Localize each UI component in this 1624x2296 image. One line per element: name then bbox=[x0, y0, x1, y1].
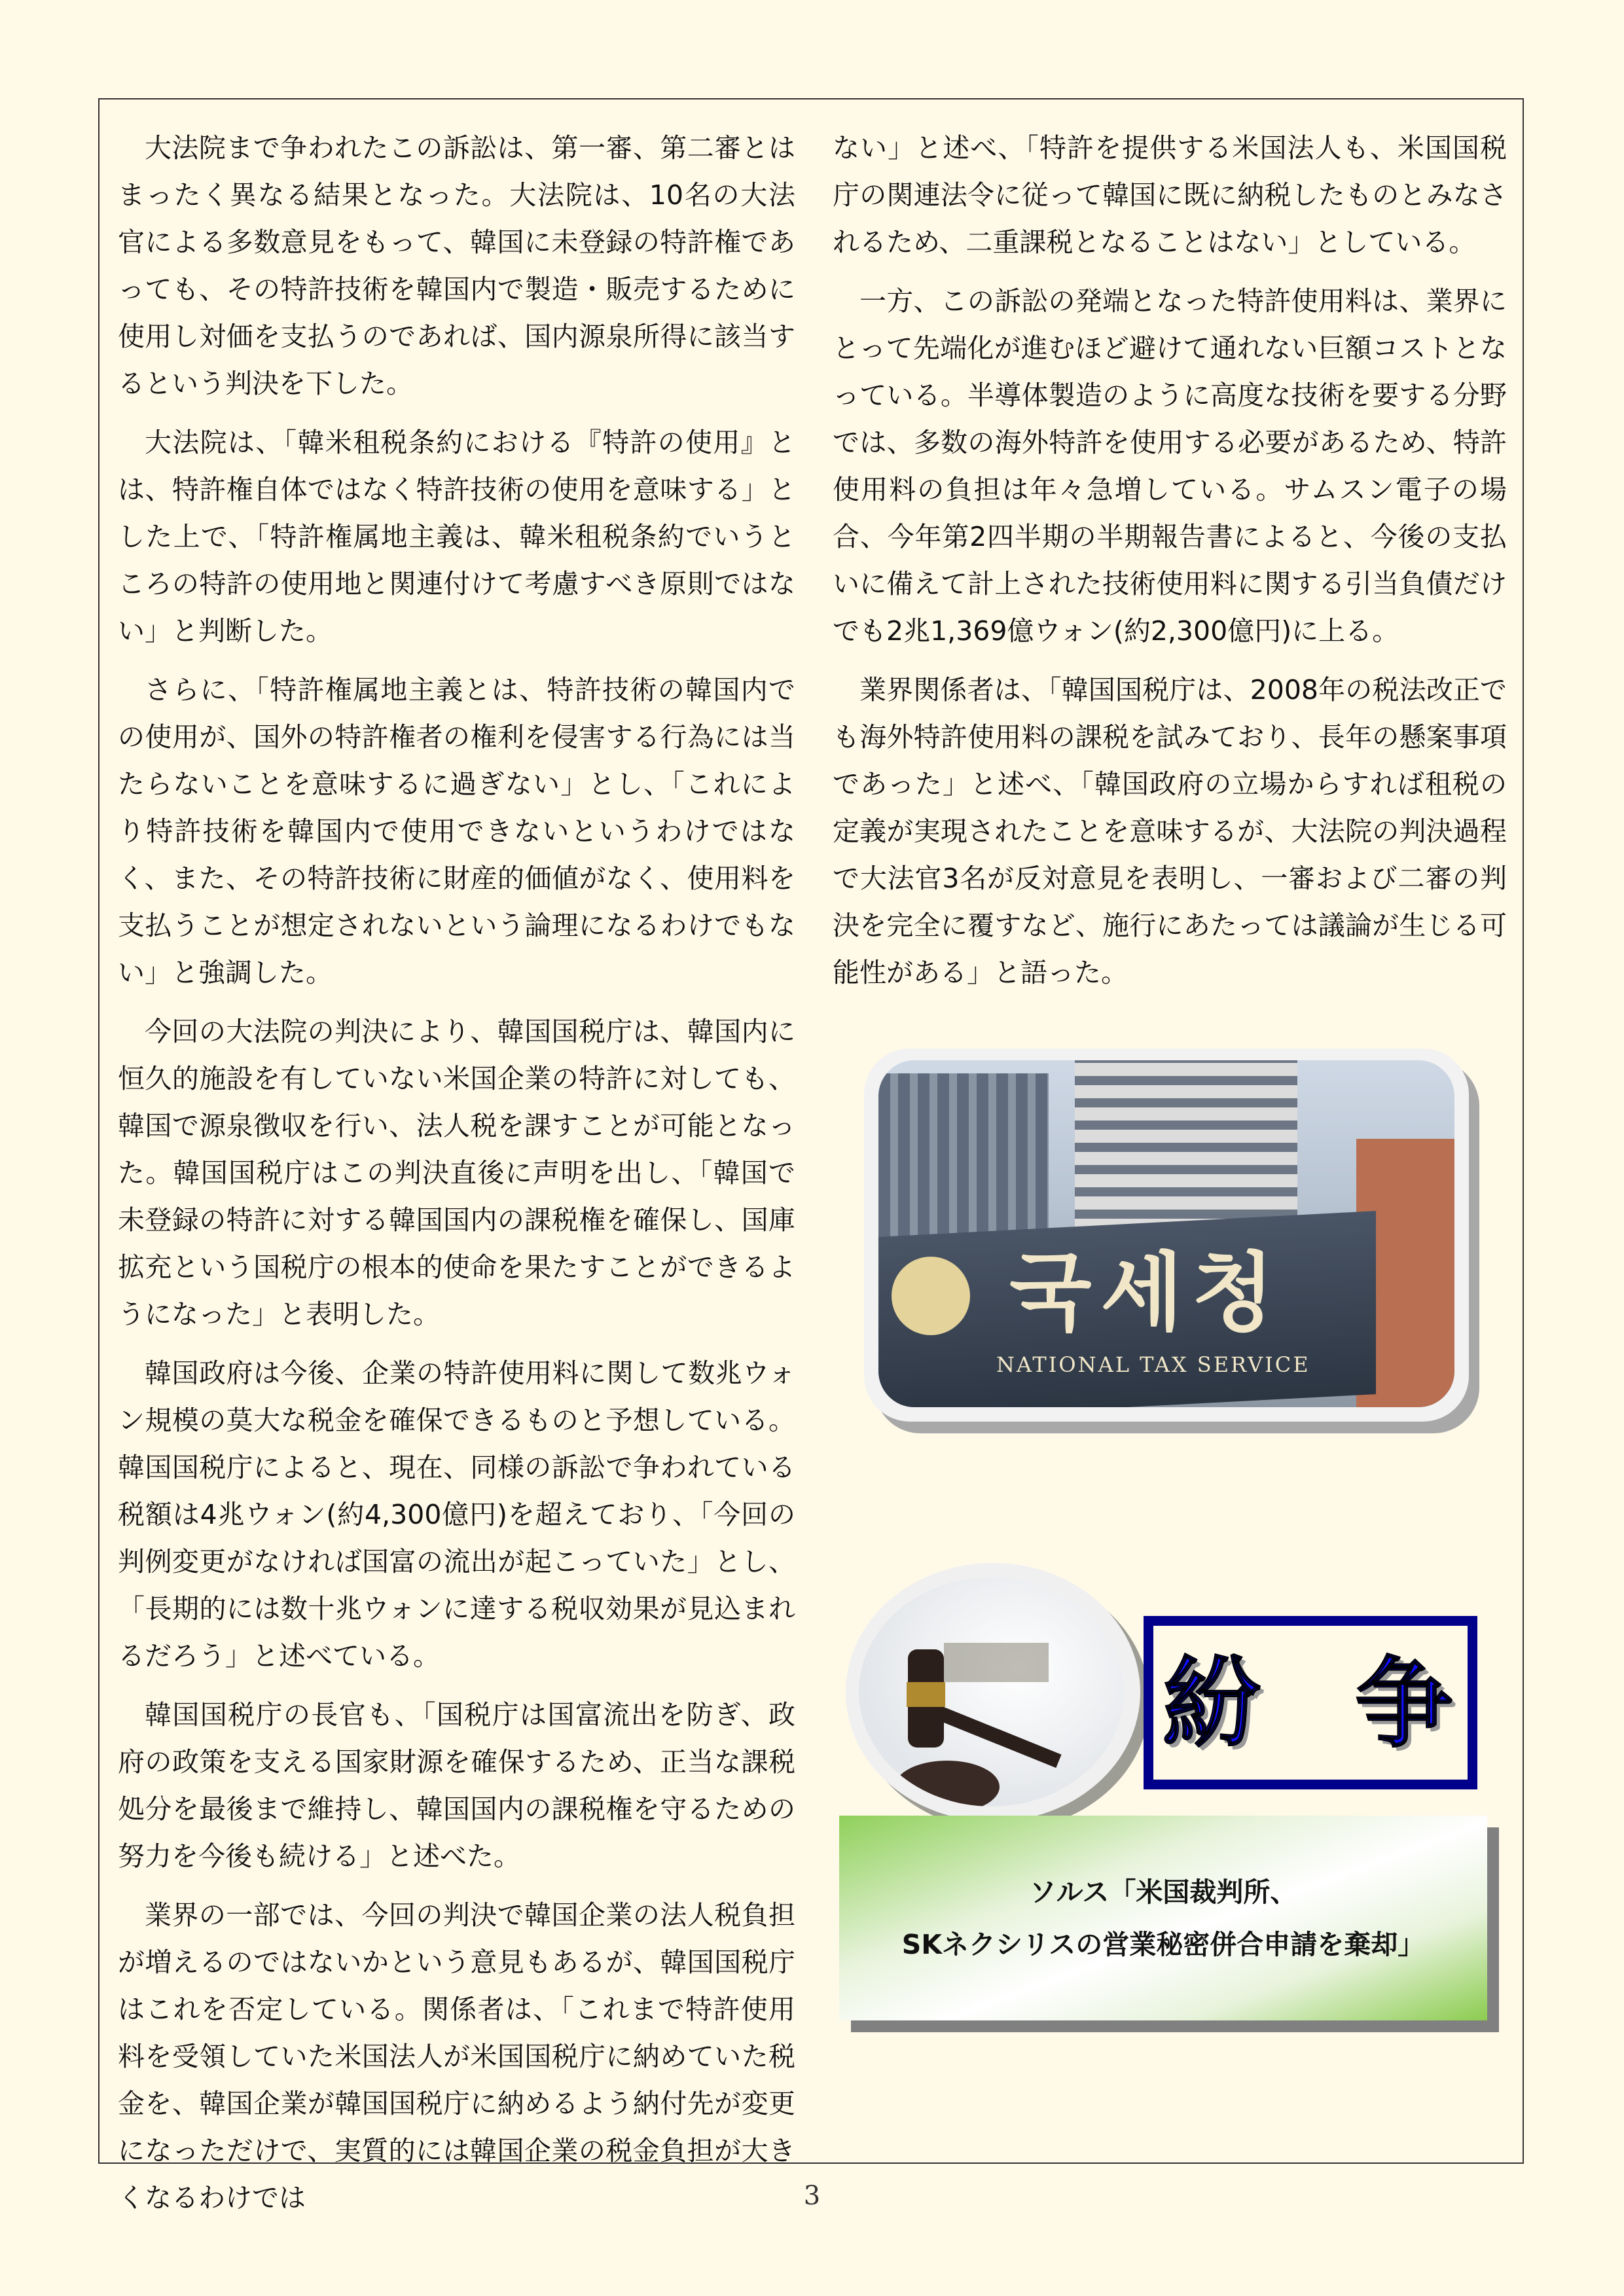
right-column bbox=[833, 124, 1507, 2030]
paragraph: 韓国国税庁の長官も、「国税庁は国富流出を防ぎ、政府の政策を支える国家財源を確保するため、正当な課税処分を最後まで維持し、韓国国内の課税権を守るための努力を今後も続ける」と述べた。 bbox=[118, 1699, 795, 1872]
paragraph: 韓国政府は今後、企業の特許使用料に関して数兆ウォン規模の莫大な税金を確保できるものと予想している。韓国国税庁によると、現在、同様の訴訟で争われている税額は4兆ウォン(約4,300億円)を超えており、「今回の判例変更がなければ国富の流出が起こっていた」とし、「長期的には数十兆ウォンに達する税収効果が見込まれるだろう」と述べている。 bbox=[118, 1357, 795, 1672]
paragraph: 今回の大法院の判決により、韓国国税庁は、韓国内に恒久的施設を有していない米国企業の特許に対しても、韓国で源泉徴収を行い、法人税を課すことが可能となった。韓国国税庁はこの判決直後に声明を出し、「韓国で未登録の特許に対する韓国国内の課税権を確保し、国庫拡充という国税庁の根本的使命を果たすことができるようになった」と表明した。 bbox=[118, 1016, 795, 1330]
nts-logo-icon bbox=[892, 1257, 970, 1335]
gavel-handle bbox=[935, 1706, 1062, 1768]
headline-banner bbox=[839, 1816, 1487, 2020]
figures-area bbox=[833, 1049, 1507, 2030]
page-number: 3 bbox=[803, 2181, 821, 2211]
headline-line: ソルス「米国裁判所、 bbox=[1029, 1876, 1297, 1908]
paragraph: さらに、「特許権属地主義とは、特許技術の韓国内での使用が、国外の特許権者の権利を侵害する行為には当たらないことを意味するに過ぎない」とし、「これにより特許技術を韓国内で使用できないというわけではなく、また、その特許技術に財産的価値がなく、使用料を支払うことが想定されないという論理になるわけでもない」と強調した。 bbox=[118, 674, 795, 988]
sound-block bbox=[895, 1761, 1000, 1806]
right-column-text bbox=[833, 124, 1507, 996]
gavel-band bbox=[907, 1682, 945, 1707]
gavel-photo bbox=[846, 1563, 1140, 1821]
section-label-dispute bbox=[1144, 1616, 1477, 1789]
paragraph: 業界の一部では、今回の判決で韓国企業の法人税負担が増えるのではないかという意見もあるが、韓国国税庁はこれを否定している。関係者は、「これまで特許使用料を受領していた米国法人が米国国税庁に納めていた税金を、韓国企業が韓国国税庁に納めるよう納付先が変更になっただけで、実質的には韓国企業の税金負担が大きくなるわけでは bbox=[118, 1899, 795, 2214]
left-column bbox=[118, 124, 795, 2233]
paragraph: 業界関係者は、「韓国国税庁は、2008年の税法改正でも海外特許使用料の課税を試みており、長年の懸案事項であった」と述べ、「韓国政府の立場からすれば租税の定義が実現されたことを意味するが、大法院の判決過程で大法官3名が反対意見を表明し、一審および二審の判決を完全に覆すなど、施行にあたっては議論が生じる可能性がある」と語った。 bbox=[833, 674, 1507, 988]
sign-english-text: NATIONAL TAX SERVICE bbox=[996, 1352, 1310, 1377]
paragraph: 大法院は、「韓米租税条約における『特許の使用』とは、特許権自体ではなく特許技術の使用を意味する」とした上で、「特許権属地主義は、韓米租税条約でいうところの特許の使用地と関連付けて考慮すべき原則ではない」と判断した。 bbox=[118, 427, 795, 647]
sign-korean-text: 국세청 bbox=[1009, 1243, 1284, 1342]
paragraph: 大法院まで争われたこの訴訟は、第一審、第二審とはまったく異なる結果となった。大法院は、10名の大法官による多数意見をもって、韓国に未登録の特許権であっても、その特許技術を韓国内で製造・販売するために使用し対価を支払うのであれば、国内源泉所得に該当するという判決を下した。 bbox=[118, 132, 795, 399]
paragraph: 一方、この訴訟の発端となった特許使用料は、業界にとって先端化が進むほど避けて通れない巨額コストとなっている。半導体製造のように高度な技術を要する分野では、多数の海外特許を使用する必要があるため、特許使用料の負担は年々急増している。サムスン電子の場合、今年第2四半期の半期報告書によると、今後の支払いに備えて計上された技術使用料に関する引当負債だけでも2兆1,369億ウォン(約2,300億円)に上る。 bbox=[833, 285, 1507, 647]
section-label-char: 争 bbox=[1354, 1647, 1453, 1761]
background-books bbox=[944, 1643, 1049, 1682]
headline-line: SKネクシリスの営業秘密併合申請を棄却」 bbox=[901, 1928, 1425, 1960]
section-label-char: 紛 bbox=[1163, 1647, 1261, 1761]
national-tax-service-photo bbox=[864, 1049, 1469, 1422]
paragraph-continuation: ない」と述べ、「特許を提供する米国法人も、米国国税庁の関連法令に従って韓国に既に納税したものとみなされるため、二重課税となることはない」としている。 bbox=[833, 132, 1507, 258]
